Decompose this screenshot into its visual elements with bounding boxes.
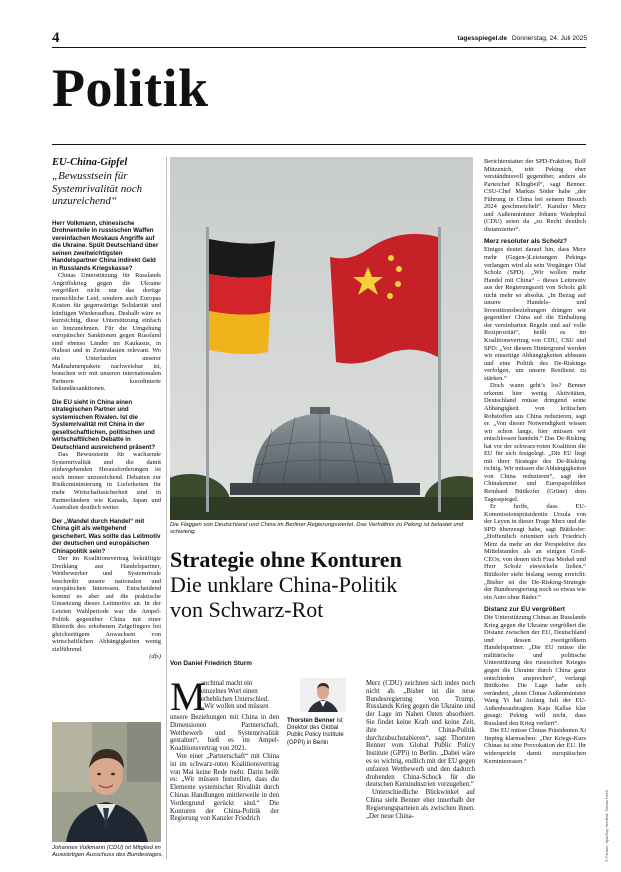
article-paragraph: Doch wann geht’s los? Benner erkennt hier wenig Aktivitäten, Deutschland müsse dringend seine Abhängigkeit von kritischen Rohstoffen aus China reduzieren, sagt er. „Von dieser Notwendigkeit wissen wir schon lange, hier müssen wir entschlossen handeln.“ Das De-Risking hat vor der schwarz-roten Koalition die EU für sich festgelegt. „Die EU liegt mit ihrer Strategie des De-Risking richtig. Wir müssen die Abhängigkeiten von China reduzieren“, sagt der Chinakenner und Europapolitiker Reinhard Bütikofer (Grüne) dem Tagesspiegel. xyxy=(484,382,586,503)
section-rule xyxy=(52,144,586,145)
portrait-illustration xyxy=(52,722,161,842)
interview-question: Die EU sieht in China einen strategischen Partner und systemischen Rivalen. Ist die Systemrivalität mit China in der gesellschaftlichen, politischen und wirtschaftlichen Debatte in Deutschland ausreichend präsent? xyxy=(52,398,156,451)
main-photo xyxy=(170,157,473,520)
photo-credit: © Picture, dpa/Kay Nietfeld, Tobias Hoch xyxy=(604,789,609,862)
headline-line-3: von Schwarz-Rot xyxy=(170,597,324,622)
article-paragraph: Berichterstatter der SPD-Fraktion, Rolf Mützenich, tritt Peking eher verständnisvoll gegenüber, anders als Parteichef Klingbeil“, sagt Benner. CSU-Chef Markus Söder habe „der Führung in China bei seinem Besuch 2024 geschmeichelt“. Kanzler Merz und Außenminister Johann Wadephul (CDU) seien da „zu Recht deutlich distanzierter“. xyxy=(484,158,586,233)
article-paragraph: Von einer „Partnerschaft“ mit China ist im schwarz-roten Koalitionsvertrag von Mai keine Rede mehr. Darin heißt es: „Wir müssen feststellen, dass die Elemente systemischer Rivalität durch Chinas Handlungen mittlerweile in den Vordergrund gerückt sind.“ Die Konturen der China-Politik der Regierung von Kanzler Friedrich xyxy=(170,752,279,823)
date: Donnerstag, 24. Juli 2025 xyxy=(511,35,587,42)
header-date-line xyxy=(458,35,587,42)
interview-question: Herr Volkmann, chinesische Drohnenteile in russischen Waffen vereinfachen Moskaus Angriffe auf die Ukraine. Spült Deutschland über seinen zweitwichtigsten Handelspartner China indirekt Geld in Russlands Kriegskasse? xyxy=(52,219,159,272)
benner-photo xyxy=(300,678,346,712)
column-divider xyxy=(166,157,167,859)
article-column-2 xyxy=(366,680,475,820)
headline-line-1: Strategie ohne Konturen xyxy=(170,547,402,572)
interview-answer: Das Bewusstsein für wachsende Systemrivalität und die damit einhergehenden Herausforderungen ist noch immer unzureichend. Debatten zur Risikominimierung in Lieferketten für mehr Wirtschaftssicherheit sind in Partnerländern wie Kanada, Japan und Australien deutlich weiter. xyxy=(52,451,161,512)
article-paragraph: unsere Beziehungen mit China in den Dimensionen Partnerschaft, Wettbewerb und Systemrivalität gestalten“, hieß es im Ampel-Koalitionsvertrag von 2021. xyxy=(170,714,279,753)
benner-role: ist Direktor des Global Public Policy Institute (GPPi) in Berlin xyxy=(287,718,344,746)
main-photo-caption: Die Flaggen von Deutschland und China im Berliner Regierungsviertel. Das Verhältnis zu Peking ist belastet und schwierig. xyxy=(170,522,464,535)
article-paragraph: Er hoffe, dass EU-Kommissionspräsidentin Ursula von der Leyen in dieser Frage Merz und die SPD überzeugt habe, sagt Bütikofer: „Hoffentlich orientiert sich Friedrich Merz da mehr an der Perspektive des Mittelstandes als an einigen Groß-CEOs, von denen sich Frau Merkel und Herr Scholz einwickeln ließen.“ Bütikofer sieht bislang wenig erreicht: „Bisher ist die De-Risking-Strategie der Bundesregierung noch so etwas wie ein Auto ohne Räder.“ xyxy=(484,503,586,601)
interview-question: Der „Wandel durch Handel“ mit China gilt als weitgehend gescheitert. Was sollte das Leitmotiv der deutschen und europäischen Chinapolitik sein? xyxy=(52,517,161,555)
byline: Von Daniel Friedrich Sturm xyxy=(170,660,252,667)
article-paragraph: Merz (CDU) zeichnen sich indes noch nicht ab. „Bisher ist die neue Bundesregierung von Trump, Russlands Krieg gegen die Ukraine und der Lage im Nahen Osten absorbiert. Sie findet keine Kraft und keine Zeit, ihre China-Politik durchzubuchstabieren“, sagt Thorsten Benner vom Global Public Policy Institute (GPPi) in Berlin. „Dabei wäre es so wichtig, endlich mit der EU gegen unfairen Wettbewerb und den dadurch drohenden China-Schock für die deutschen Kernindustrien vorzugehen.“ xyxy=(366,680,475,789)
subheading: Merz resoluter als Scholz? xyxy=(484,238,568,246)
right-column xyxy=(484,158,586,765)
subheading: Distanz zur EU vergrößert xyxy=(484,606,565,614)
header-rule xyxy=(52,47,586,48)
article-paragraph: Einiges deutet darauf hin, dass Merz mehr (Gegen-)Leistungen Pekings verlangen wird als sein Vorgänger Olaf Scholz (SPD). „Wir wollen mehr Handel mit China“ – dieses Leitmotiv aus der Regierungszeit von Scholz gilt nicht mehr so absolut. „In Bezug auf unsere Handels- und Investitionsbeziehungen drängen wir gegenüber China auf die Einhaltung der vereinbarten Regeln und auf volle Reziprozität“, heißt es im Koalitionsvertrag von CDU, CSU und SPD: „Vor diesem Hintergrund werden wir einseitige Abhängigkeiten abbauen und eine Politik des De-Riskings verfolgen, um unsere Resilienz zu stärken.“ xyxy=(484,246,586,382)
volkmann-photo xyxy=(52,722,161,842)
article-paragraph: Unterschiedliche Blickwinkel auf China sieht Benner eher innerhalb der Regierungsparteien als zwischen ihnen. „Der neue China- xyxy=(366,789,475,820)
brand: tagesspiegel.de xyxy=(457,35,507,42)
volkmann-caption: Johannes Volkmann (CDU) ist Mitglied im Auswärtigen Ausschuss des Bundestages. xyxy=(52,845,164,858)
benner-name: Thorsten Benner xyxy=(287,718,336,724)
page-number: 4 xyxy=(52,30,60,46)
lead-text: anchmal macht ein einzelnes Wort einen erheblichen Unterschied. „Wir wollen und müssen xyxy=(201,680,269,711)
interview-answer: Chinas Unterstützung für Russlands Angriffskrieg gegen die Ukraine vergrößert nicht nur das dortige menschliche Leid, sondern auch Europas Kosten für gegenwärtige Solidarität und künftigen Wiederaufbau. Deshalb wäre es kurzsichtig, diese Unterstützung einfach so hinzunehmen. Für die Umgehung europäischer Sanktionen gegen Russland sind ebenso Länder im Kaukasus, in Nahost und in Zentralasien relevant. Wo ein Unterlaufen unserer Maßnahmenpakete nachweisbar ist, brauchen wir mit unseren internationalen Partnern koordinierte Sekundärsanktionen. xyxy=(52,272,161,393)
sidebar-signature: (dfs) xyxy=(149,653,161,661)
article-paragraph: Die Unterstützung Chinas an Russlands Krieg gegen die Ukraine vergrößert die Distanz zwischen der EU, Deutschland und dessen zweitgrößtem Handelspartner. „Die EU müsse die militärische und politische Unterstützung des russischen Krieges gegen die Ukraine durch China ganz entschieden ansprechen“, verlangt Bütikofer. Die Lage habe sich verändert, „denn Chinas Außenminister Wang Yi hat Anfang Juli der EU-Außenbeauftragten Kaja Kallas klar gesagt: Peking will nicht, dass Russland den Krieg verliert“. xyxy=(484,614,586,727)
drop-cap: M xyxy=(170,674,206,719)
article-headline xyxy=(170,547,475,622)
sidebar xyxy=(52,157,161,660)
sidebar-headline: „Bewusstsein für Systemrivalität noch unzureichend“ xyxy=(52,170,143,207)
sidebar-kicker: EU-China-Gipfel xyxy=(52,157,128,168)
flags-illustration xyxy=(170,157,473,520)
article-lead xyxy=(170,674,279,719)
section-title: Politik xyxy=(52,58,209,118)
benner-caption xyxy=(287,718,349,747)
headline-line-2: Die unklare China-Politik xyxy=(170,572,398,597)
sidebar-interview xyxy=(52,220,161,661)
article-column-1 xyxy=(170,674,279,823)
benner-portrait xyxy=(300,678,346,712)
interview-answer: Der im Koalitionsvertrag bekräftigte Dreiklang aus Handelspartner, Wettbewerber und Systemrivale beschreibt unsere nationalen und europäischen Interessen. Entscheidend kommt es aber auf die praktische Umsetzung dieses Leitmotivs an. In der Letzten Wahlperiode war die Ampel-Politik gegenüber China mit einer Rhetorik des erhobenen Zeigefingers bei gleichzeitigem Anwachsen von wirtschaftlichen Abhängigkeiten wenig zielführend. xyxy=(52,555,161,653)
article-paragraph: Die EU müsse Chinas Präsidenten Xi Jinping klarmachen: „Der Kriegs-Kurs Chinas ist eine Provokation der EU. Ihr widerspricht damit europäischen Kerninteressen.“ xyxy=(484,727,586,765)
